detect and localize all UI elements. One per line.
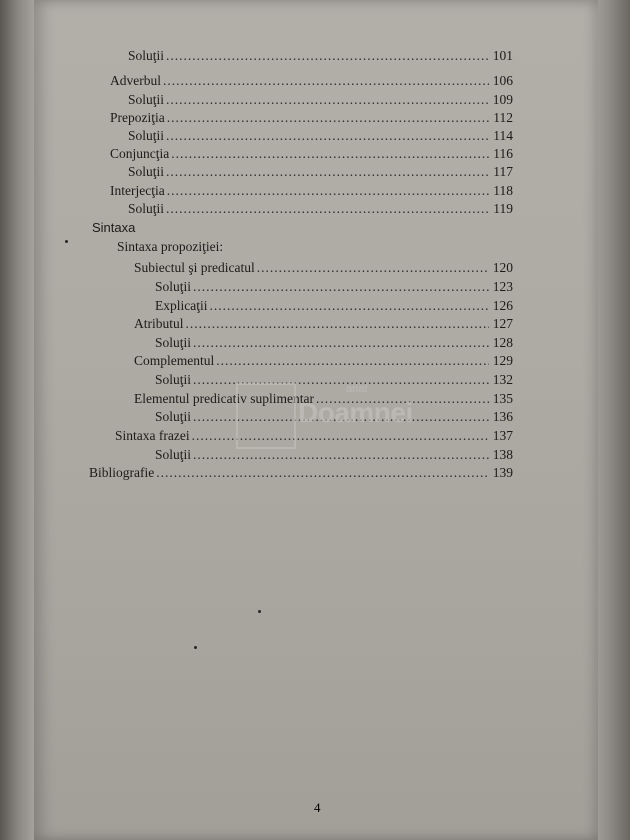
toc-entry: [134, 352, 513, 370]
toc-leader-dots: [163, 72, 489, 90]
toc-entry-page: 106: [492, 73, 513, 88]
toc-section-heading: Sintaxa: [92, 220, 136, 235]
toc-entry-label: Soluţii: [128, 164, 165, 179]
toc-entry-label: Adverbul: [110, 73, 161, 88]
toc-entry-page: 118: [493, 183, 513, 198]
toc-leader-dots: [167, 109, 489, 127]
toc-entry-page: 139: [492, 465, 513, 480]
toc-entry: [110, 72, 513, 90]
toc-leader-dots: [216, 352, 489, 370]
toc-entry: [128, 200, 513, 218]
toc-subsection-heading: Sintaxa propoziţiei:: [117, 239, 224, 254]
toc-entry: [110, 182, 513, 200]
toc-entry-label: Interjecţia: [110, 183, 165, 198]
toc-entry-page: 126: [492, 298, 513, 313]
toc-entry-page: 114: [493, 128, 513, 143]
toc-entry-page: 116: [493, 146, 513, 161]
toc-entry-label: Soluţii: [155, 447, 192, 462]
toc-entry-label: Sintaxa frazei: [115, 428, 190, 443]
toc-entry-label: Explicaţii: [155, 298, 208, 313]
toc-leader-dots: [166, 163, 489, 181]
page-number: 4: [314, 800, 321, 815]
toc-entry: [134, 315, 513, 333]
watermark-text: Doamnei: [298, 397, 413, 428]
watermark-small-text: ariat: [346, 383, 368, 395]
toc-entry: [128, 163, 513, 181]
watermark: [236, 383, 413, 453]
toc-entry-page: 129: [492, 353, 513, 368]
toc-entry-label: Soluţii: [155, 372, 192, 387]
toc-entry-label: Elementul predicativ suplimentar: [134, 391, 314, 406]
toc-entry-page: 135: [492, 391, 513, 406]
toc-entry: [110, 109, 513, 127]
toc-entry: [134, 259, 513, 277]
toc-entry-label: Subiectul şi predicatul: [134, 260, 255, 275]
toc-entry-page: 119: [493, 201, 513, 216]
toc-leader-dots: [166, 200, 489, 218]
toc-entry-label: Conjuncţia: [110, 146, 170, 161]
toc-entry-page: 123: [492, 279, 513, 294]
toc-entry-page: 120: [492, 260, 513, 275]
toc-entry-page: 112: [493, 110, 513, 125]
toc-leader-dots: [193, 334, 489, 352]
toc-leader-dots: [257, 259, 489, 277]
toc-entry-page: 138: [492, 447, 513, 462]
toc-entry: [155, 334, 513, 352]
toc-leader-dots: [209, 297, 489, 315]
toc-entry-label: Prepoziţia: [110, 110, 165, 125]
toc-leader-dots: [167, 182, 489, 200]
toc-leader-dots: [186, 315, 490, 333]
paper-speck: [65, 240, 68, 243]
toc-entry: [128, 91, 513, 109]
toc-entry: [155, 297, 513, 315]
toc-entry: [110, 145, 513, 163]
toc-entry-label: Soluţii: [128, 48, 165, 63]
toc-entry-label: Atributul: [134, 316, 184, 331]
toc-entry-page: 101: [492, 48, 513, 63]
toc-entry-label: Soluţii: [155, 279, 192, 294]
toc-entry-label: Soluţii: [128, 201, 165, 216]
toc-entry: [89, 464, 513, 482]
toc-leader-dots: [156, 464, 489, 482]
toc-entry-page: 109: [492, 92, 513, 107]
toc-entry: [155, 278, 513, 296]
watermark-logo-icon: [236, 383, 296, 449]
toc-entry-label: Soluţii: [128, 92, 165, 107]
toc-entry-label: Soluţii: [155, 335, 192, 350]
toc-entry-label: Soluţii: [155, 409, 192, 424]
toc-leader-dots: [166, 47, 489, 65]
toc-entry-page: 117: [493, 164, 513, 179]
toc-entry-page: 127: [492, 316, 513, 331]
toc-entry-label: Complementul: [134, 353, 215, 368]
paper-speck: [258, 610, 261, 613]
toc-entry: [128, 127, 513, 145]
paper-speck: [194, 646, 197, 649]
toc-entry-page: 136: [492, 409, 513, 424]
toc-leader-dots: [171, 145, 489, 163]
toc-entry-page: 128: [492, 335, 513, 350]
toc-entry: [128, 47, 513, 65]
toc-entry-label: Bibliografie: [89, 465, 155, 480]
toc-entry-label: Soluţii: [128, 128, 165, 143]
toc-leader-dots: [193, 278, 489, 296]
toc-entry-page: 132: [492, 372, 513, 387]
toc-entry-page: 137: [492, 428, 513, 443]
toc-leader-dots: [166, 91, 489, 109]
toc-leader-dots: [166, 127, 489, 145]
